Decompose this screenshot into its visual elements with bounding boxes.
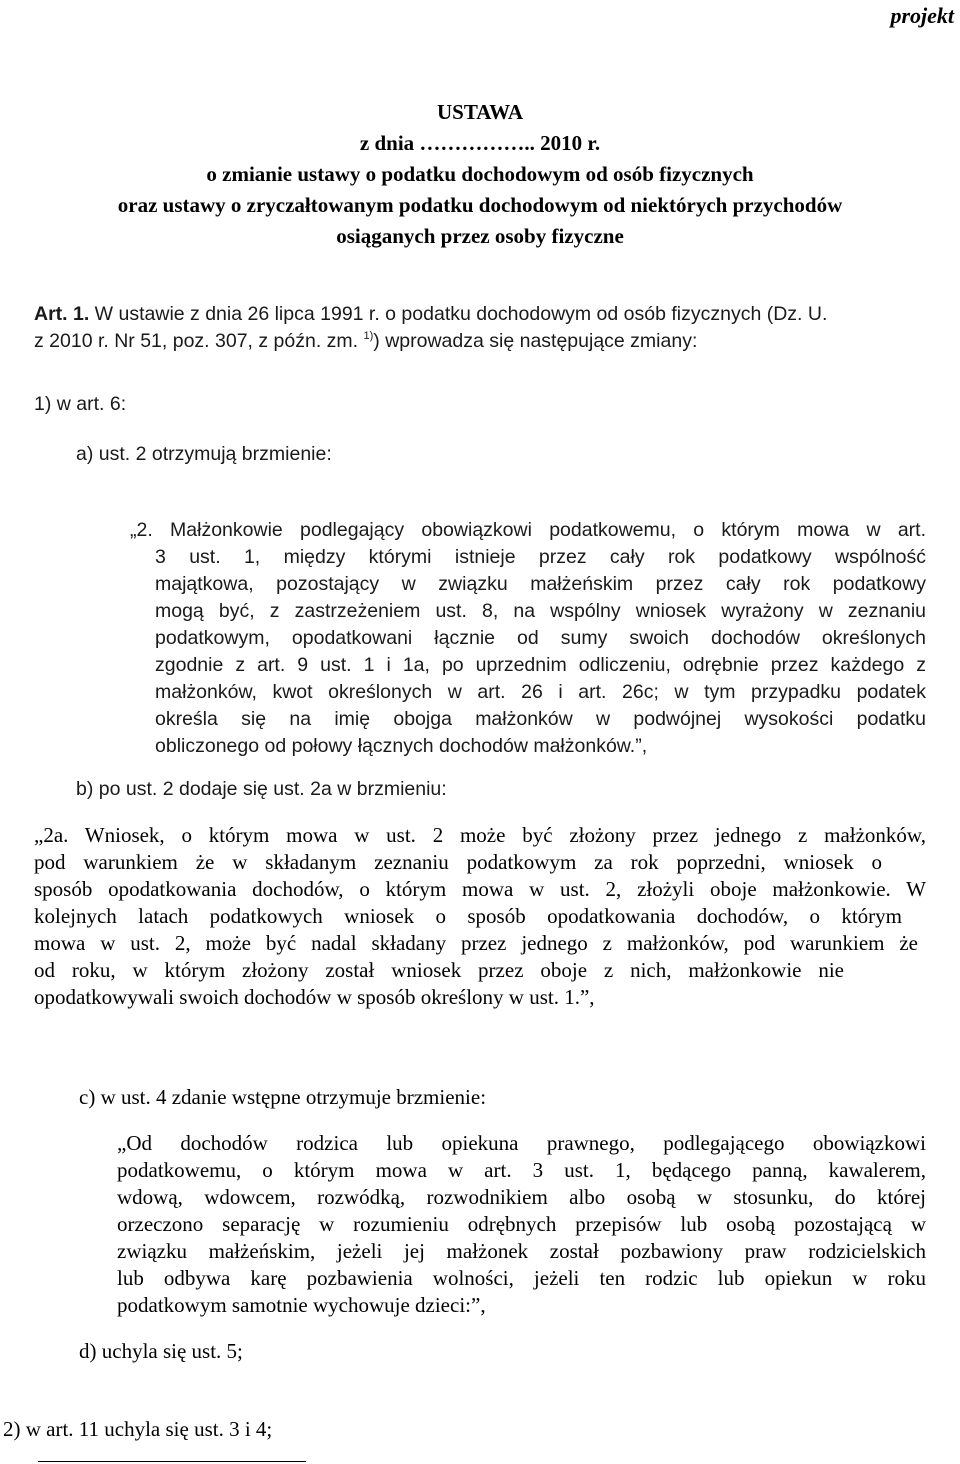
quote-ust2-line: „2. Małżonkowie podlegający obowiązkowi podatkowemu, o którym mowa w art.: [130, 519, 926, 541]
quote-ust2a-line: sposób opodatkowania dochodów, o którym mowa w ust. 2, złożyli oboje małżonkowie. W: [34, 877, 926, 901]
footnote-separator: [38, 1461, 306, 1462]
art1-intro-line-2: [34, 328, 697, 355]
quote-ust2a-line: opodatkowywali swoich dochodów w sposób określony w ust. 1.”,: [34, 985, 595, 1009]
art1-intro-tail: ) wprowadza się następujące zmiany:: [373, 330, 698, 352]
item2-heading: 2) w art. 11 uchyla się ust. 3 i 4;: [3, 1417, 273, 1441]
quote-ust2-line: 3 ust. 1, między którymi istnieje przez cały rok podatkowy wspólność: [155, 546, 926, 568]
act-date-line: z dnia …………….. 2010 r.: [359, 131, 601, 155]
quote-ust2-line: majątkowa, pozostający w związku małżeńskim przez cały rok podatkowy: [155, 573, 926, 595]
quote-ust2a-line: „2a. Wniosek, o którym mowa w ust. 2 może być złożony przez jednego z małżonków,: [34, 823, 926, 847]
art1-intro-text: W ustawie z dnia 26 lipca 1991 r. o podatku dochodowym od osób fizycznych (Dz. U.: [89, 303, 828, 325]
quote-ust4-line: podatkowemu, o którym mowa w art. 3 ust. 1, będącego panną, kawalerem,: [117, 1158, 926, 1182]
item1-c-heading: c) w ust. 4 zdanie wstępne otrzymuje brzmienie:: [79, 1085, 487, 1109]
act-type-heading: USTAWA: [437, 100, 523, 124]
quote-ust2-line: obliczonego od połowy łącznych dochodów małżonków.”,: [155, 735, 648, 757]
item1-d-heading: d) uchyla się ust. 5;: [79, 1339, 243, 1363]
quote-ust2-line: małżonków, kwot określonych w art. 26 i art. 26c; w tym przypadku podatek: [155, 681, 926, 703]
art1-label: Art. 1.: [34, 303, 90, 325]
quote-ust2-line: określa się na imię obojga małżonków w podwójnej wysokości podatku: [155, 708, 926, 730]
quote-ust2a-line: od roku, w którym złożony został wniosek przez oboje z nich, małżonkowie nie: [34, 958, 844, 982]
item1-heading: 1) w art. 6:: [34, 393, 127, 415]
quote-ust4-line: wdową, wdowcem, rozwódką, rozwodnikiem albo osobą w stosunku, do której: [117, 1185, 926, 1209]
act-title-line-2: oraz ustawy o zryczałtowanym podatku dochodowym od niektórych przychodów: [117, 193, 843, 217]
draft-stamp: projekt: [890, 3, 954, 28]
act-title-line-3: osiąganych przez osoby fizyczne: [336, 224, 624, 248]
item1-a-heading: a) ust. 2 otrzymują brzmienie:: [76, 443, 332, 465]
quote-ust4-line: orzeczono separację w rozumieniu odrębnych przepisów lub osobą pozostającą w: [117, 1212, 926, 1236]
quote-ust2-line: zgodnie z art. 9 ust. 1 i 1a, po uprzednim odliczeniu, odrębnie przez każdego z: [155, 654, 926, 676]
quote-ust2a-line: pod warunkiem że w składanym zeznaniu podatkowym za rok poprzedni, wniosek o: [34, 850, 882, 874]
footnote-reference: 1): [363, 330, 374, 342]
quote-ust2-line: podatkowym, opodatkowani łącznie od sumy swoich dochodów określonych: [155, 627, 926, 649]
act-title-line-1: o zmianie ustawy o podatku dochodowym od osób fizycznych: [206, 162, 754, 186]
quote-ust4-line: „Od dochodów rodzica lub opiekuna prawnego, podlegającego obowiązkowi: [117, 1131, 926, 1155]
quote-ust4-line: podatkowym samotnie wychowuje dzieci:”,: [117, 1293, 486, 1317]
quote-ust4-line: związku małżeńskim, jeżeli jej małżonek został pozbawiony praw rodzicielskich: [117, 1239, 926, 1263]
quote-ust2a-line: kolejnych latach podatkowych wniosek o sposób opodatkowania dochodów, o którym: [34, 904, 902, 928]
art1-intro-line-1: [34, 301, 827, 328]
item1-b-heading: b) po ust. 2 dodaje się ust. 2a w brzmieniu:: [76, 778, 447, 800]
quote-ust4-line: lub odbywa karę pozbawienia wolności, jeżeli ten rodzic lub opiekun w roku: [117, 1266, 926, 1290]
quote-ust2a-line: mowa w ust. 2, może być nadal składany przez jednego z małżonków, pod warunkiem że: [34, 931, 918, 955]
art1-citation: z 2010 r. Nr 51, poz. 307, z późn. zm.: [34, 330, 359, 352]
quote-ust2-line: mogą być, z zastrzeżeniem ust. 8, na wspólny wniosek wyrażony w zeznaniu: [155, 600, 926, 622]
